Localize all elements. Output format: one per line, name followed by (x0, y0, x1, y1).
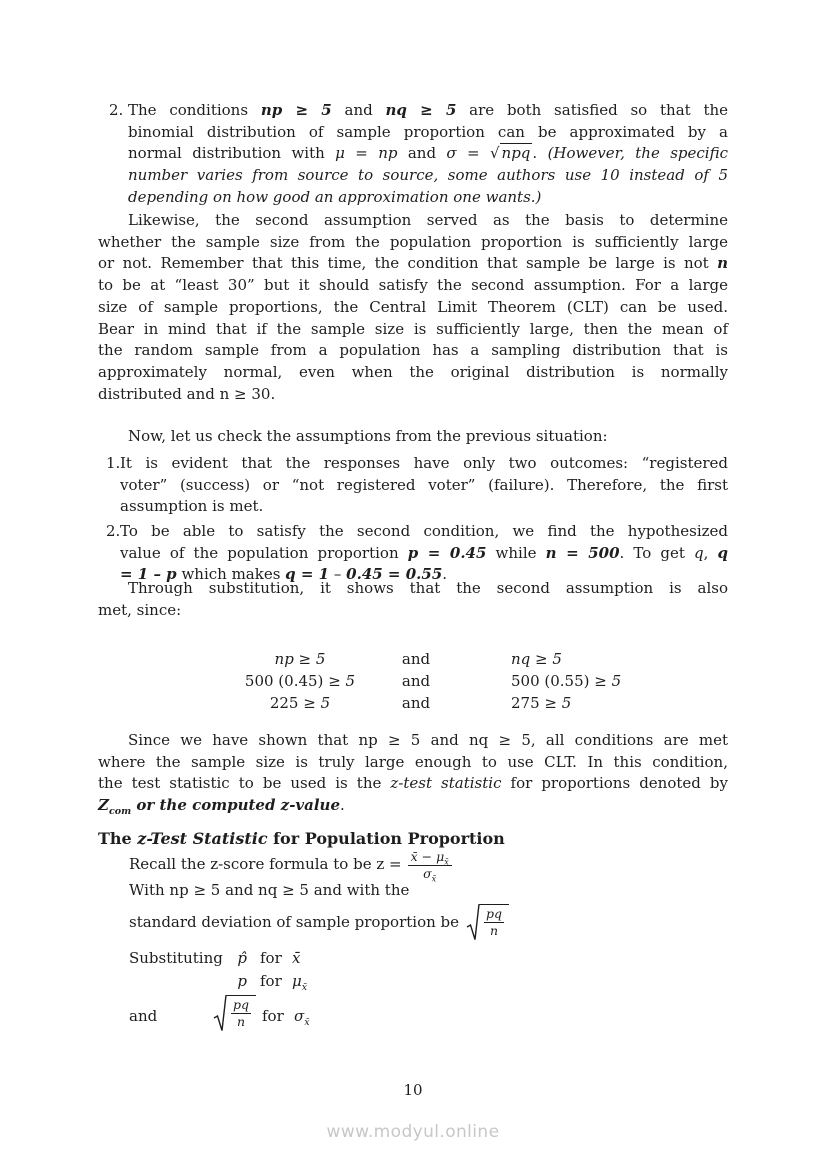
numbered-item-text: The conditions np ≥ 5 and nq ≥ 5 are both satisfied so that the binomial distribution of sample proportion can be approximated by a normal distribution with μ = np and σ = √ npq . (However, the specific number varies from source to source, some authors use 10 instead of 5 depending on how good an approximation one wants.) (128, 101, 729, 206)
symbol-mu-x-bar: $\mu_{x̄}$ (292, 972, 308, 993)
for-label: for (260, 972, 282, 990)
radicand-numerator: pq (486, 905, 503, 921)
for-label: for (260, 949, 282, 967)
numbered-item-1 (106, 453, 728, 518)
list-marker: 2. (106, 522, 121, 540)
substitution-row (129, 971, 449, 994)
formula-stddev-text: standard deviation of sample proportion be (129, 913, 460, 932)
math-row (0, 671, 826, 693)
symbol-x-bar: x̄ (292, 949, 301, 967)
list-marker: 1. (106, 454, 121, 472)
math-cell: and (401, 694, 431, 712)
radicand (479, 904, 509, 938)
page-number: 10 (403, 1081, 423, 1099)
numbered-item-text: It is evident that the responses have only two outcomes: “registered voter” (success) or “not registered voter” (failure). Therefore, the first assumption is met. (120, 454, 728, 516)
formula-recall-line (129, 848, 452, 882)
math-cell: 500 (0.45) ≥ 5 (244, 672, 356, 690)
symbol-p-hat: p̂ (237, 949, 247, 967)
radicand-denominator: n (490, 922, 499, 938)
numbered-item-text: To be able to satisfy the second condition, we find the hypothesized value of the population proportion p = 0.45 while n = 500. To get q, q = 1 – p which makes q = 1 – 0.45 = 0.55. (120, 522, 728, 584)
math-row (0, 693, 826, 715)
formula-stddev-line (129, 902, 509, 944)
fraction-numerator: x̄ − $\mu_{x̄}$ (408, 850, 452, 866)
formula-recall-text: Recall the z-score formula to be z = (129, 855, 402, 874)
math-cell: and (401, 672, 431, 690)
math-cell: 275 ≥ 5 (511, 694, 572, 712)
math-cell: and (401, 650, 431, 668)
radical-sign-icon (466, 903, 480, 943)
section-heading: The z-Test Statistic for Population Proportion (98, 829, 505, 848)
math-cell: np ≥ 5 (274, 650, 326, 668)
substituting-label: Substituting (129, 949, 223, 967)
radicand (226, 995, 256, 1029)
numbered-item-2 (106, 521, 728, 586)
math-cell: 500 (0.55) ≥ 5 (511, 672, 622, 690)
symbol-p: p (237, 972, 247, 990)
watermark: www.modyul.online (326, 1122, 500, 1142)
numbered-item-conditions (109, 100, 728, 209)
symbol-sigma-x-bar: $\sigma_{x̄}$ (294, 1007, 310, 1028)
radical-sign-icon (213, 994, 227, 1034)
paragraph-likewise: Likewise, the second assumption served as the basis to determine whether the sample size from the population proportion is sufficiently large or not. Remember that this time, the condition that sample be large is not n to be at “least 30” but it should satisfy the second assumption. For a large size of sample proportions, the Central Limit Theorem (CLT) can be used. Bear in mind that if the sample size is sufficiently large, then the mean of the random sample from a population has a sampling distribution that is approximately normal, even when the original distribution is normally distributed and n ≥ 30. (98, 211, 728, 403)
fraction-denominator: $\sigma_{x̄}$ (423, 865, 437, 883)
for-label: for (262, 1007, 284, 1025)
paragraph-since: Since we have shown that np ≥ 5 and nq ≥ 5, all conditions are met where the sample size is truly large enough to use CLT. In this condition, the test statistic to be used is the z-test statistic for proportions denoted by $Z_{com}$ or the computed z-value. (98, 731, 728, 818)
radicand-denominator: n (236, 1013, 246, 1029)
and-label: and (129, 1007, 158, 1025)
math-cell: 225 ≥ 5 (269, 694, 331, 712)
paragraph-through: Through substitution, it shows that the second assumption is also met, since: (98, 579, 728, 619)
z-score-fraction (408, 850, 452, 881)
substitution-block (129, 948, 449, 1042)
sqrt-pq-over-n (466, 903, 509, 943)
formula-with-line: With np ≥ 5 and nq ≥ 5 and with the (129, 881, 410, 899)
math-cell: nq ≥ 5 (511, 650, 562, 668)
substitution-row (129, 994, 449, 1042)
math-row (0, 649, 826, 671)
list-marker: 2. (109, 101, 124, 119)
paragraph-now: Now, let us check the assumptions from the previous situation: (128, 427, 608, 445)
radicand-numerator: pq (233, 996, 250, 1012)
sqrt-pq-over-n (213, 994, 256, 1034)
substitution-row (129, 948, 449, 971)
